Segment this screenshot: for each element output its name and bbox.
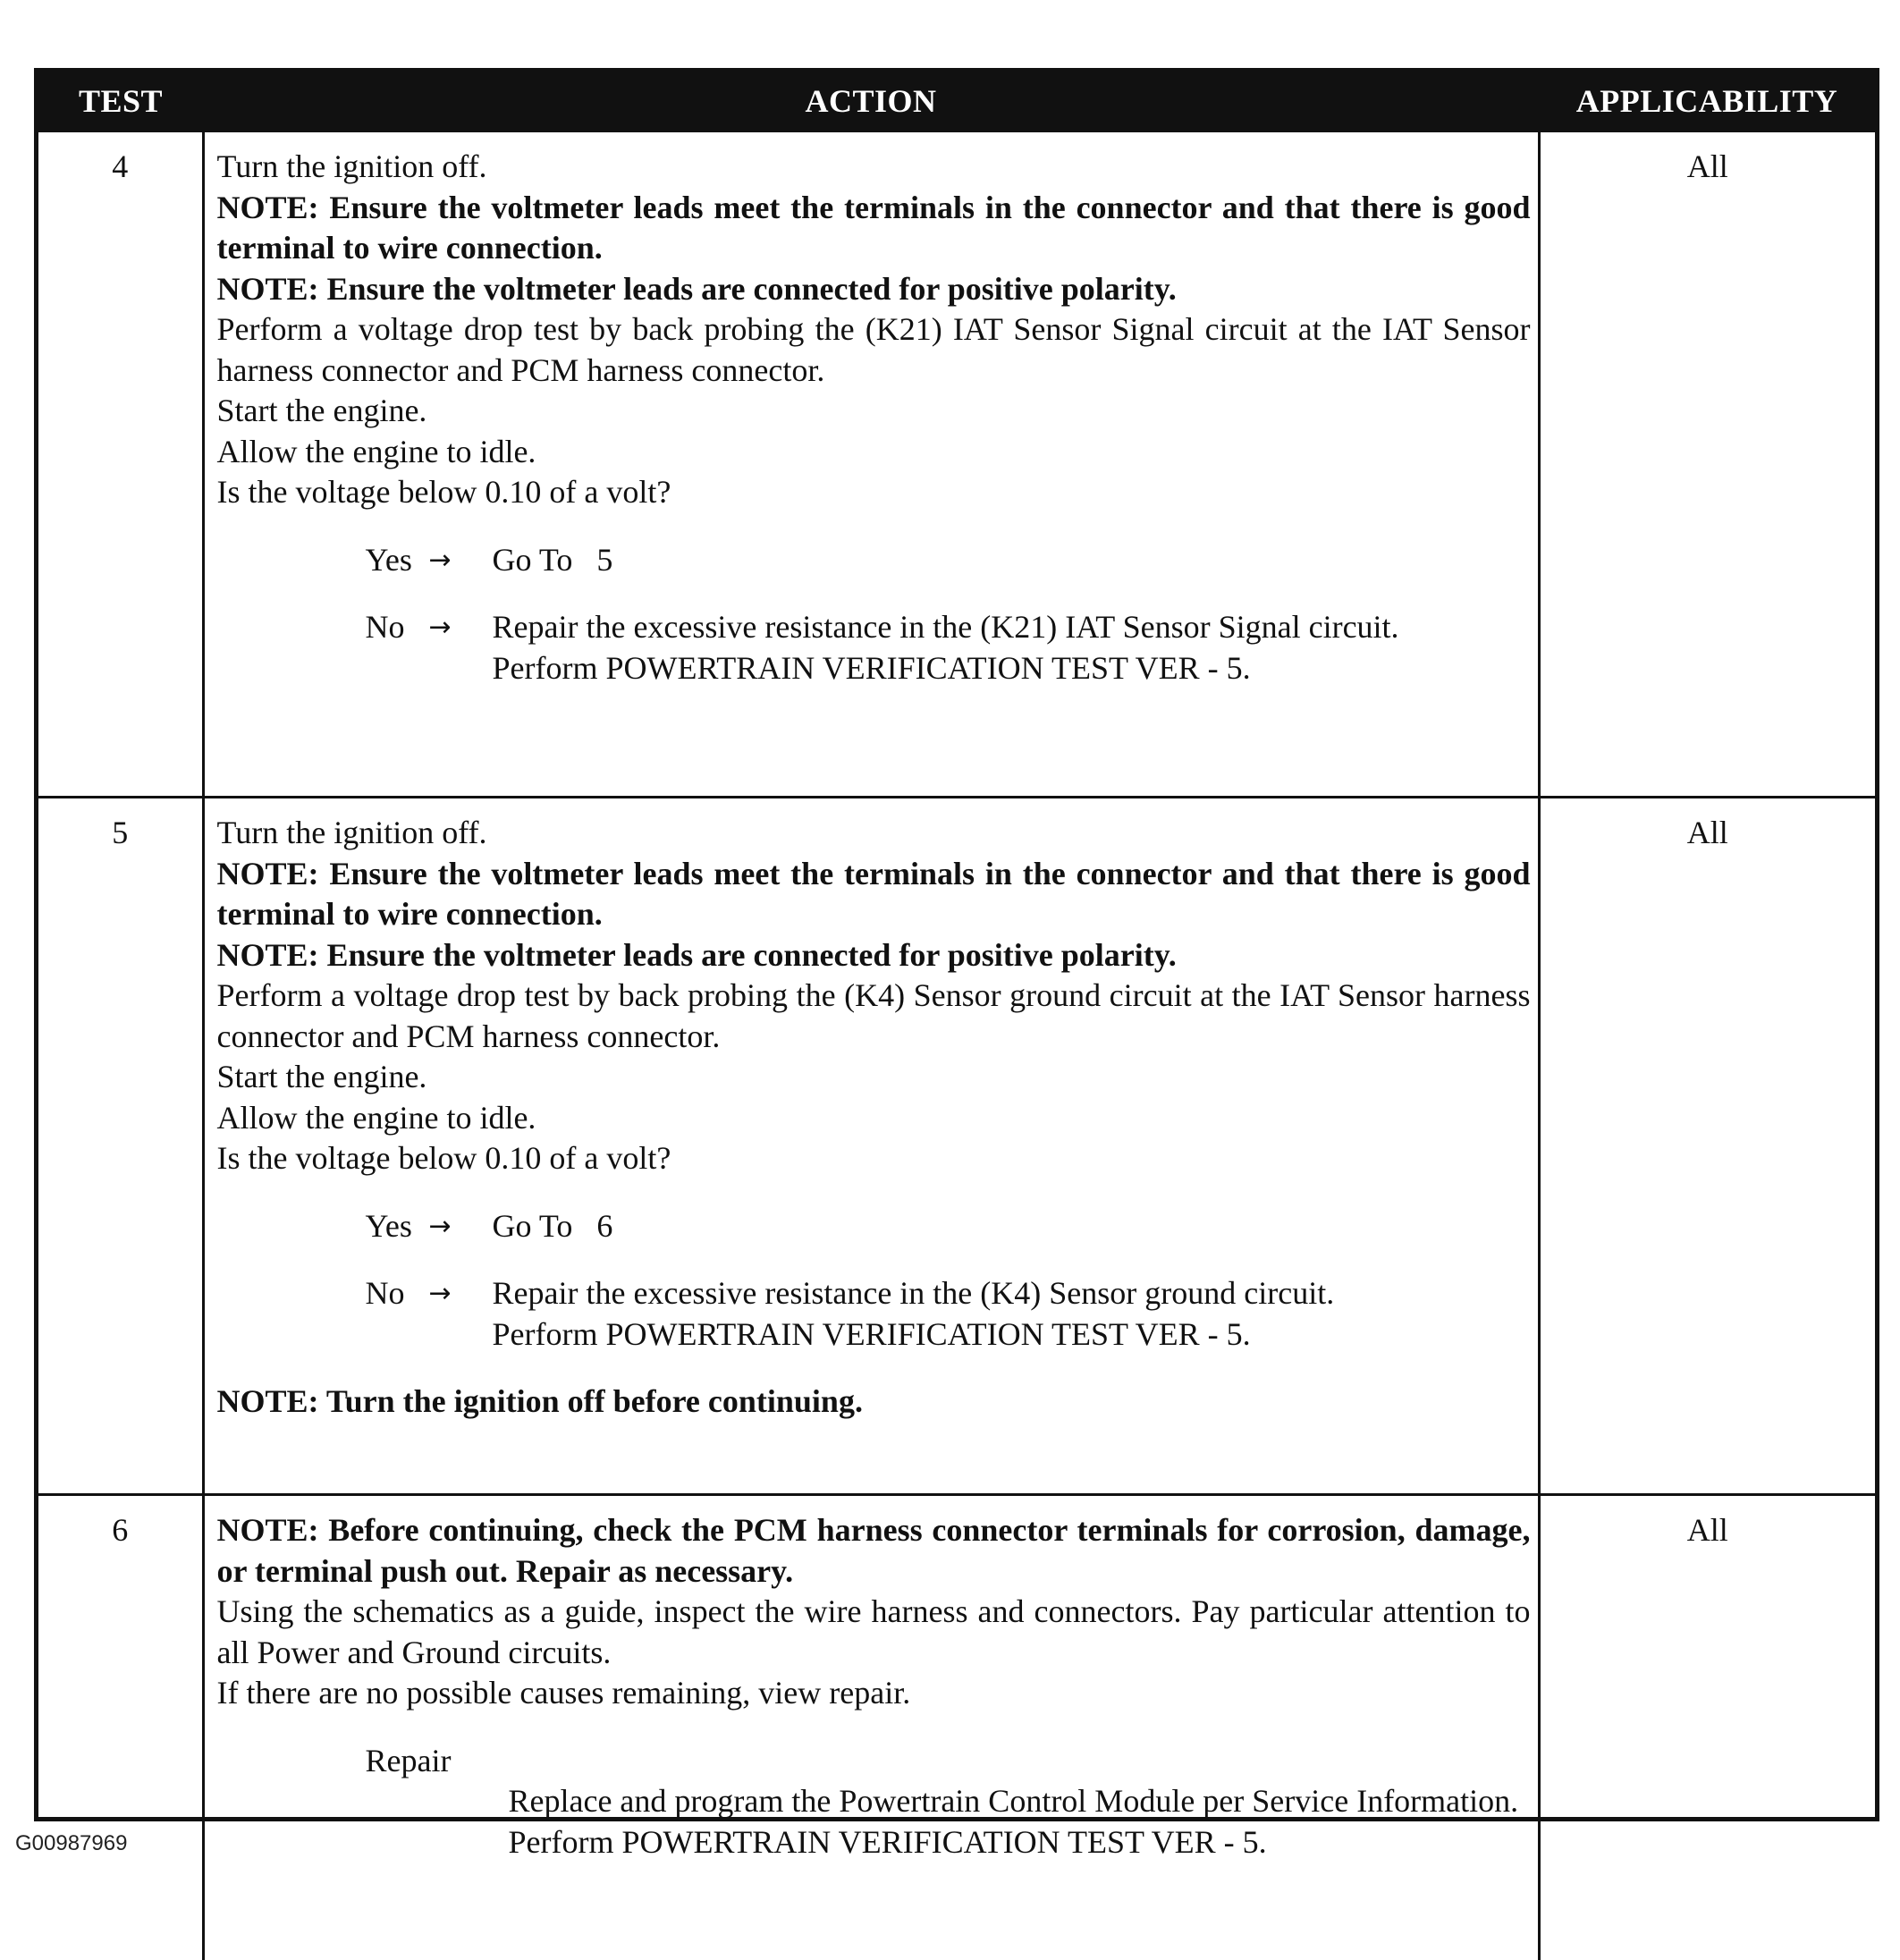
action-step: Turn the ignition off. xyxy=(216,148,487,184)
repair-label: Repair xyxy=(365,1742,452,1778)
action-step: Allow the engine to idle. xyxy=(216,433,536,469)
header-applicability: APPLICABILITY xyxy=(1539,72,1875,131)
yes-branch xyxy=(217,540,1531,581)
result-line: Perform POWERTRAIN VERIFICATION TEST VER - 5. xyxy=(492,1315,1251,1352)
test-number: 4 xyxy=(38,131,203,798)
no-branch xyxy=(217,1273,1531,1355)
action-step: Turn the ignition off. xyxy=(216,815,487,850)
figure-code: G00987969 xyxy=(15,1831,128,1855)
action-note: NOTE: Before continuing, check the PCM harness connector terminals for corrosion, damage, or terminal push out. Repair as necessary. xyxy=(216,1512,1531,1589)
repair-instructions xyxy=(366,1781,1531,1863)
header-action: ACTION xyxy=(203,72,1539,131)
applicability-value: All xyxy=(1539,1495,1875,1960)
result-line: Repair the excessive resistance in the (K21) IAT Sensor Signal circuit. xyxy=(492,609,1399,645)
no-result xyxy=(493,1273,1531,1355)
table-row-test-6 xyxy=(38,1495,1875,1960)
arrow-right-icon: → xyxy=(428,1210,452,1242)
action-cell xyxy=(203,131,1539,798)
arrow-right-icon: → xyxy=(428,1278,452,1309)
result-line: Go To 5 xyxy=(492,541,613,578)
yes-result xyxy=(493,540,1531,581)
header-test: TEST xyxy=(38,72,203,131)
table-header-row xyxy=(38,72,1875,131)
table-row-test-5 xyxy=(38,798,1875,1495)
applicability-value: All xyxy=(1539,798,1875,1495)
result-line: Go To 6 xyxy=(492,1207,613,1244)
diagnostic-test-table xyxy=(38,72,1875,1960)
action-step: Is the voltage below 0.10 of a volt? xyxy=(216,1140,671,1176)
action-note: NOTE: Ensure the voltmeter leads are connected for positive polarity. xyxy=(216,270,1177,307)
action-step: Start the engine. xyxy=(216,393,427,428)
arrow-right-icon: → xyxy=(428,612,452,643)
result-line: Repair the excessive resistance in the (K4) Sensor ground circuit. xyxy=(492,1275,1335,1311)
action-cell xyxy=(203,1495,1539,1960)
no-result xyxy=(493,607,1531,689)
action-note: NOTE: Ensure the voltmeter leads meet the terminals in the connector and that there is good terminal to wire connection. xyxy=(216,855,1531,932)
repair-line: Perform POWERTRAIN VERIFICATION TEST VER - 5. xyxy=(508,1823,1267,1860)
action-step: Perform a voltage drop test by back probing the (K21) IAT Sensor Signal circuit at the IAT Sensor harness connector and PCM harness connector. xyxy=(216,311,1531,388)
decision-choices xyxy=(217,540,1531,689)
no-label: No xyxy=(365,609,405,645)
table-row-test-4 xyxy=(38,131,1875,798)
action-note: NOTE: Turn the ignition off before continuing. xyxy=(216,1383,863,1419)
action-cell xyxy=(203,798,1539,1495)
action-step: Start the engine. xyxy=(216,1059,427,1094)
action-note: NOTE: Ensure the voltmeter leads meet the terminals in the connector and that there is good terminal to wire connection. xyxy=(216,189,1531,266)
no-branch xyxy=(217,607,1531,689)
action-step: Using the schematics as a guide, inspect the wire harness and connectors. Pay particular attention to all Power and Ground circuits. xyxy=(216,1593,1531,1670)
repair-block xyxy=(217,1741,1531,1863)
action-step: Perform a voltage drop test by back probing the (K4) Sensor ground circuit at the IAT Sensor harness connector and PCM harness connector. xyxy=(216,977,1531,1054)
no-label: No xyxy=(365,1275,405,1311)
yes-label: Yes xyxy=(365,541,412,578)
yes-label: Yes xyxy=(365,1207,412,1244)
arrow-right-icon: → xyxy=(428,544,452,576)
yes-result xyxy=(493,1206,1531,1247)
action-step: If there are no possible causes remaining, view repair. xyxy=(216,1675,911,1711)
applicability-value: All xyxy=(1539,131,1875,798)
test-number: 5 xyxy=(38,798,203,1495)
repair-line: Replace and program the Powertrain Control Module per Service Information. xyxy=(508,1783,1519,1819)
decision-choices xyxy=(217,1206,1531,1356)
result-line: Perform POWERTRAIN VERIFICATION TEST VER - 5. xyxy=(492,649,1251,686)
test-number: 6 xyxy=(38,1495,203,1960)
action-note: NOTE: Ensure the voltmeter leads are connected for positive polarity. xyxy=(216,936,1177,973)
action-step: Is the voltage below 0.10 of a volt? xyxy=(216,474,671,510)
yes-branch xyxy=(217,1206,1531,1247)
action-step: Allow the engine to idle. xyxy=(216,1099,536,1136)
